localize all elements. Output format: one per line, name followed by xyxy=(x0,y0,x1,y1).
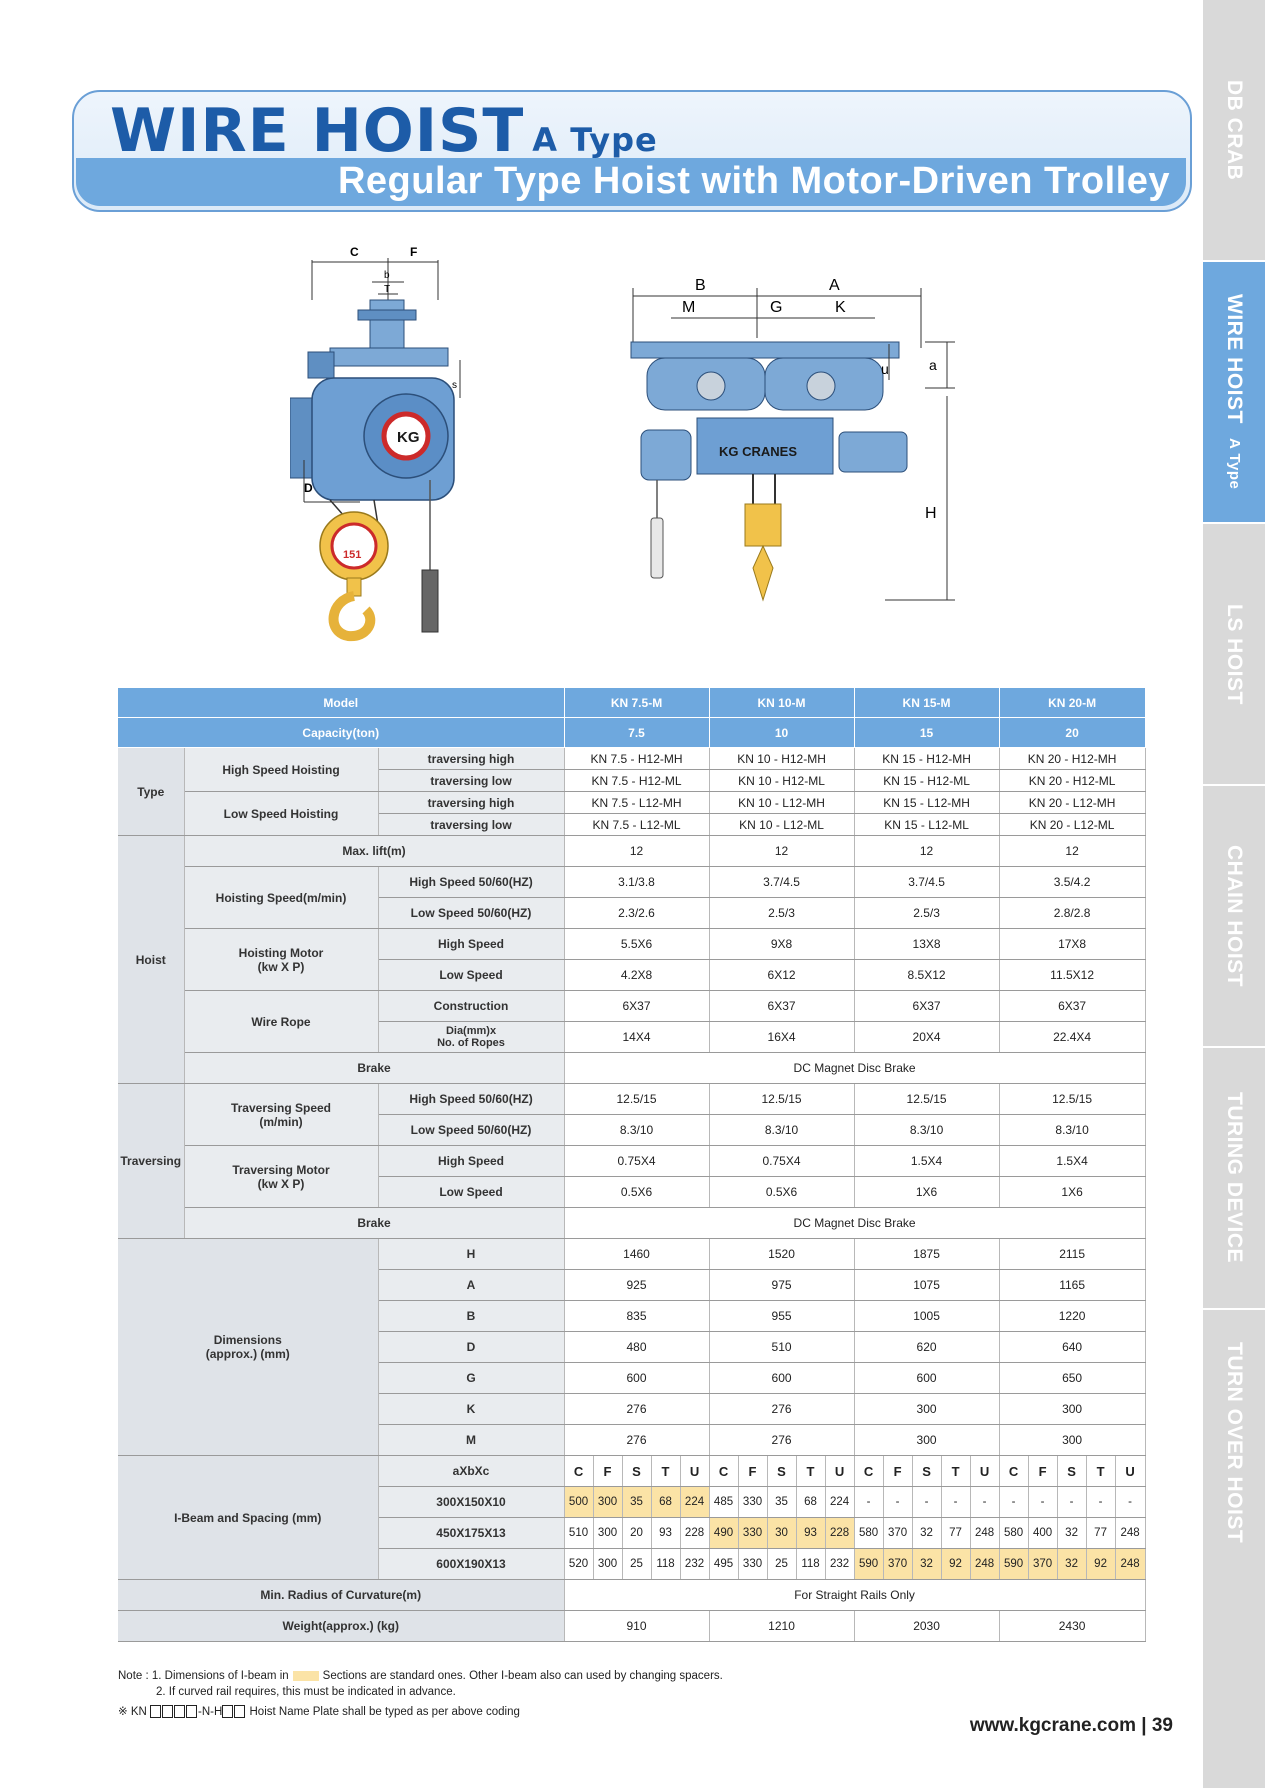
hoisting-motor-high: 9X8 xyxy=(709,929,854,960)
footer-url[interactable]: www.kgcrane.com xyxy=(969,1715,1136,1736)
ibeam-value: 300 xyxy=(593,1487,622,1518)
brand-label: KG CRANES xyxy=(719,444,798,459)
dimension-value: 600 xyxy=(564,1363,709,1394)
ibeam-col-header: U xyxy=(680,1456,709,1487)
traversing-speed-high: 12.5/15 xyxy=(999,1084,1145,1115)
dimension-value: 1005 xyxy=(854,1301,999,1332)
dimension-value: 835 xyxy=(564,1301,709,1332)
ibeam-value: - xyxy=(941,1487,970,1518)
ibeam-col-header: T xyxy=(796,1456,825,1487)
dimension-value: 925 xyxy=(564,1270,709,1301)
ibeam-value: 68 xyxy=(651,1487,680,1518)
dimension-value: 276 xyxy=(564,1394,709,1425)
table-row xyxy=(118,792,1145,814)
traversing-motor-low: 1X6 xyxy=(854,1177,999,1208)
dimension-value: 1075 xyxy=(854,1270,999,1301)
dimension-key: D xyxy=(378,1332,564,1363)
side-tab-ls-hoist[interactable] xyxy=(1203,524,1265,786)
model-name: KN 15-M xyxy=(854,688,999,718)
ibeam-value: 248 xyxy=(970,1518,999,1549)
type-code: KN 15 - H12-MH xyxy=(854,748,999,770)
dimension-value: 620 xyxy=(854,1332,999,1363)
dimension-value: 975 xyxy=(709,1270,854,1301)
dimension-key: H xyxy=(378,1239,564,1270)
dim-label-g: G xyxy=(770,299,783,316)
ibeam-col-header: U xyxy=(825,1456,854,1487)
side-tab-wire-hoist[interactable] xyxy=(1203,262,1265,524)
traversing-motor-high: 1.5X4 xyxy=(999,1146,1145,1177)
dimension-value: 276 xyxy=(709,1394,854,1425)
ibeam-size: 600X190X13 xyxy=(378,1549,564,1580)
ibeam-col-header: F xyxy=(1028,1456,1057,1487)
ibeam-size: 300X150X10 xyxy=(378,1487,564,1518)
page-number: 39 xyxy=(1151,1715,1173,1736)
hoisting-motor-low: 4.2X8 xyxy=(564,960,709,991)
traversing-speed-low: 8.3/10 xyxy=(709,1115,854,1146)
dimension-key: A xyxy=(378,1270,564,1301)
traversing-label: traversing low xyxy=(378,770,564,792)
side-tab-label: TURING DEVICE xyxy=(1223,1092,1246,1264)
ibeam-value: - xyxy=(970,1487,999,1518)
dim-label-h: H xyxy=(925,505,937,522)
dimension-value: 640 xyxy=(999,1332,1145,1363)
traversing-motor-high: 0.75X4 xyxy=(564,1146,709,1177)
ibeam-col-header: T xyxy=(941,1456,970,1487)
type-code: KN 20 - L12-ML xyxy=(999,814,1145,836)
ibeam-value: - xyxy=(912,1487,941,1518)
ibeam-value: 370 xyxy=(1028,1549,1057,1580)
max-lift-value: 12 xyxy=(564,836,709,867)
ibeam-value: - xyxy=(1115,1487,1145,1518)
table-row xyxy=(118,1611,1145,1642)
type-code: KN 20 - H12-MH xyxy=(999,748,1145,770)
high-speed-label: High Speed xyxy=(378,1146,564,1177)
ibeam-value: 35 xyxy=(767,1487,796,1518)
side-tab-db-crab[interactable] xyxy=(1203,0,1265,262)
capacity-value: 10 xyxy=(709,718,854,748)
dimension-value: 276 xyxy=(709,1425,854,1456)
hoisting-motor-low: 11.5X12 xyxy=(999,960,1145,991)
dim-label-a: A xyxy=(829,277,840,294)
dimension-value: 1220 xyxy=(999,1301,1145,1332)
dimension-value: 300 xyxy=(854,1425,999,1456)
dimension-value: 600 xyxy=(854,1363,999,1394)
capacity-value: 15 xyxy=(854,718,999,748)
dim-label-b: b xyxy=(384,270,390,281)
dimension-value: 650 xyxy=(999,1363,1145,1394)
ibeam-value: 510 xyxy=(564,1518,593,1549)
traversing-speed-high: 12.5/15 xyxy=(854,1084,999,1115)
min-radius-label: Min. Radius of Curvature(m) xyxy=(118,1580,564,1611)
page-header xyxy=(72,90,1192,212)
dim-label-u: u xyxy=(881,361,889,377)
ibeam-size: 450X175X13 xyxy=(378,1518,564,1549)
side-tab-label: CHAIN HOIST xyxy=(1223,845,1246,987)
high-speed-hoisting-label: High Speed Hoisting xyxy=(184,748,378,792)
dimension-key: M xyxy=(378,1425,564,1456)
dimension-value: 1520 xyxy=(709,1239,854,1270)
note-3-text-c: Hoist Name Plate shall be typed as per above coding xyxy=(249,1706,520,1718)
low-speed-hz-label: Low Speed 50/60(HZ) xyxy=(378,1115,564,1146)
model-name: KN 20-M xyxy=(999,688,1145,718)
ibeam-col-header: T xyxy=(651,1456,680,1487)
ibeam-col-header: S xyxy=(1057,1456,1086,1487)
ibeam-value: 490 xyxy=(709,1518,738,1549)
dim-label-k: K xyxy=(835,299,846,316)
note-1-text-a: Note : 1. Dimensions of I-beam in xyxy=(118,1670,289,1682)
ibeam-value: 118 xyxy=(651,1549,680,1580)
ibeam-value: 400 xyxy=(1028,1518,1057,1549)
table-row xyxy=(118,1580,1145,1611)
traversing-motor-low: 0.5X6 xyxy=(709,1177,854,1208)
construction-label: Construction xyxy=(378,991,564,1022)
ibeam-value: 495 xyxy=(709,1549,738,1580)
dim-label-b: B xyxy=(695,277,706,294)
wire-rope-label: Wire Rope xyxy=(184,991,378,1053)
hoisting-motor-low: 6X12 xyxy=(709,960,854,991)
low-speed-hoisting-label: Low Speed Hoisting xyxy=(184,792,378,836)
traversing-speed-low: 8.3/10 xyxy=(999,1115,1145,1146)
note-1 xyxy=(118,1668,723,1684)
ibeam-value: - xyxy=(883,1487,912,1518)
ibeam-value: 92 xyxy=(941,1549,970,1580)
dimension-value: 480 xyxy=(564,1332,709,1363)
ibeam-value: - xyxy=(1086,1487,1115,1518)
page-footer: www.kgcrane.com | 39 xyxy=(969,1715,1173,1736)
ibeam-value: 32 xyxy=(912,1549,941,1580)
note-3-text-b: -N-H xyxy=(198,1706,223,1718)
ibeam-col-header: U xyxy=(1115,1456,1145,1487)
ibeam-value: 580 xyxy=(854,1518,883,1549)
dimension-value: 1460 xyxy=(564,1239,709,1270)
ibeam-value: 77 xyxy=(1086,1518,1115,1549)
ibeam-value: 232 xyxy=(680,1549,709,1580)
spec-table xyxy=(118,688,1146,1642)
construction-value: 6X37 xyxy=(564,991,709,1022)
high-speed-label: High Speed xyxy=(378,929,564,960)
dimensions-label: Dimensions (approx.) (mm) xyxy=(118,1239,378,1456)
ibeam-value: 228 xyxy=(680,1518,709,1549)
ibeam-value: 370 xyxy=(883,1549,912,1580)
page-title xyxy=(110,96,658,166)
dim-label-t: T xyxy=(384,284,391,295)
traversing-motor-high: 1.5X4 xyxy=(854,1146,999,1177)
type-code: KN 7.5 - H12-MH xyxy=(564,748,709,770)
ibeam-col-header: F xyxy=(738,1456,767,1487)
weight-value: 2030 xyxy=(854,1611,999,1642)
ibeam-col-header: T xyxy=(1086,1456,1115,1487)
traversing-speed-high: 12.5/15 xyxy=(709,1084,854,1115)
ibeam-value: - xyxy=(1028,1487,1057,1518)
hoisting-motor-high: 13X8 xyxy=(854,929,999,960)
hoisting-speed-low: 2.5/3 xyxy=(709,898,854,929)
dim-label-d: D xyxy=(304,481,313,495)
highlight-swatch xyxy=(293,1671,319,1681)
traversing-label: Traversing xyxy=(118,1084,184,1239)
ibeam-label: I-Beam and Spacing (mm) xyxy=(118,1456,378,1580)
ibeam-value: 32 xyxy=(1057,1549,1086,1580)
ibeam-value: 92 xyxy=(1086,1549,1115,1580)
low-speed-hz-label: Low Speed 50/60(HZ) xyxy=(378,898,564,929)
hoisting-speed-label: Hoisting Speed(m/min) xyxy=(184,867,378,929)
type-code: KN 10 - L12-ML xyxy=(709,814,854,836)
type-code: KN 20 - L12-MH xyxy=(999,792,1145,814)
dim-label-c: C xyxy=(350,245,359,259)
ibeam-value: 77 xyxy=(941,1518,970,1549)
ibeam-value: 20 xyxy=(622,1518,651,1549)
hoisting-speed-high: 3.7/4.5 xyxy=(854,867,999,898)
type-code: KN 7.5 - L12-ML xyxy=(564,814,709,836)
ibeam-col-header: F xyxy=(883,1456,912,1487)
ibeam-value: 330 xyxy=(738,1518,767,1549)
traversing-motor-low: 0.5X6 xyxy=(564,1177,709,1208)
dimension-key: K xyxy=(378,1394,564,1425)
type-code: KN 15 - L12-MH xyxy=(854,792,999,814)
ibeam-col-header: U xyxy=(970,1456,999,1487)
dia-value: 22.4X4 xyxy=(999,1022,1145,1053)
ibeam-value: 30 xyxy=(767,1518,796,1549)
table-row xyxy=(118,1456,1145,1487)
dim-label-a-small: a xyxy=(929,357,937,373)
ibeam-header-key: aXbXc xyxy=(378,1456,564,1487)
ibeam-value: 300 xyxy=(593,1549,622,1580)
ibeam-value: 248 xyxy=(1115,1518,1145,1549)
ibeam-value: 224 xyxy=(680,1487,709,1518)
side-tab-turing-device[interactable] xyxy=(1203,1048,1265,1310)
note-3 xyxy=(118,1704,723,1720)
dimension-value: 276 xyxy=(564,1425,709,1456)
hoisting-speed-low: 2.5/3 xyxy=(854,898,999,929)
ibeam-col-header: S xyxy=(767,1456,796,1487)
model-header: Model xyxy=(118,688,564,718)
ibeam-value: 248 xyxy=(970,1549,999,1580)
type-code: KN 15 - H12-ML xyxy=(854,770,999,792)
table-row xyxy=(118,688,1145,718)
construction-value: 6X37 xyxy=(709,991,854,1022)
ibeam-value: 25 xyxy=(622,1549,651,1580)
ibeam-value: 68 xyxy=(796,1487,825,1518)
type-code: KN 10 - L12-MH xyxy=(709,792,854,814)
ibeam-col-header: C xyxy=(709,1456,738,1487)
ibeam-value: 32 xyxy=(912,1518,941,1549)
ibeam-value: 330 xyxy=(738,1549,767,1580)
hoist-side-view-drawing xyxy=(290,240,490,660)
ibeam-col-header: C xyxy=(854,1456,883,1487)
hoisting-motor-low: 8.5X12 xyxy=(854,960,999,991)
note-1-text-b: Sections are standard ones. Other I-beam also can used by changing spacers. xyxy=(322,1670,723,1682)
side-tab-turn-over-hoist[interactable] xyxy=(1203,1310,1265,1790)
hoisting-speed-high: 3.7/4.5 xyxy=(709,867,854,898)
max-lift-label: Max. lift(m) xyxy=(184,836,564,867)
dimension-value: 300 xyxy=(999,1425,1145,1456)
low-speed-label: Low Speed xyxy=(378,1177,564,1208)
side-tab-label: LS HOIST xyxy=(1223,603,1246,705)
ibeam-value: 590 xyxy=(999,1549,1028,1580)
dimension-key: G xyxy=(378,1363,564,1394)
dimension-value: 300 xyxy=(999,1394,1145,1425)
ibeam-value: 32 xyxy=(1057,1518,1086,1549)
notes xyxy=(118,1668,723,1720)
max-lift-value: 12 xyxy=(854,836,999,867)
page-subtitle: Regular Type Hoist with Motor-Driven Trolley xyxy=(337,160,1170,202)
ibeam-value: 300 xyxy=(593,1518,622,1549)
table-row xyxy=(118,1239,1145,1270)
ibeam-value: - xyxy=(1057,1487,1086,1518)
traversing-label: traversing low xyxy=(378,814,564,836)
table-row xyxy=(118,991,1145,1022)
spec-table-body xyxy=(118,688,1145,1642)
type-code: KN 7.5 - H12-ML xyxy=(564,770,709,792)
dimension-value: 2115 xyxy=(999,1239,1145,1270)
brake-label: Brake xyxy=(184,1053,564,1084)
dimension-key: B xyxy=(378,1301,564,1332)
type-code: KN 20 - H12-ML xyxy=(999,770,1145,792)
dia-value: 16X4 xyxy=(709,1022,854,1053)
model-name: KN 10-M xyxy=(709,688,854,718)
ibeam-value: 118 xyxy=(796,1549,825,1580)
hoisting-motor-high: 17X8 xyxy=(999,929,1145,960)
low-speed-label: Low Speed xyxy=(378,960,564,991)
note-3-text-a: ※ KN xyxy=(118,1706,147,1718)
high-speed-hz-label: High Speed 50/60(HZ) xyxy=(378,1084,564,1115)
type-code: KN 7.5 - L12-MH xyxy=(564,792,709,814)
type-code: KN 10 - H12-ML xyxy=(709,770,854,792)
type-label: Type xyxy=(118,748,184,836)
ibeam-col-header: C xyxy=(999,1456,1028,1487)
hoisting-motor-high: 5.5X6 xyxy=(564,929,709,960)
dimension-value: 955 xyxy=(709,1301,854,1332)
traversing-speed-high: 12.5/15 xyxy=(564,1084,709,1115)
ibeam-col-header: C xyxy=(564,1456,593,1487)
table-row xyxy=(118,929,1145,960)
ibeam-value: 580 xyxy=(999,1518,1028,1549)
traversing-label: traversing high xyxy=(378,792,564,814)
side-tab-chain-hoist[interactable] xyxy=(1203,786,1265,1048)
table-row xyxy=(118,748,1145,770)
table-row xyxy=(118,836,1145,867)
dia-value: 20X4 xyxy=(854,1022,999,1053)
traversing-speed-low: 8.3/10 xyxy=(564,1115,709,1146)
ibeam-value: 232 xyxy=(825,1549,854,1580)
model-name: KN 7.5-M xyxy=(564,688,709,718)
brake-value: DC Magnet Disc Brake xyxy=(564,1208,1145,1239)
ibeam-value: 500 xyxy=(564,1487,593,1518)
construction-value: 6X37 xyxy=(999,991,1145,1022)
ibeam-value: 330 xyxy=(738,1487,767,1518)
capacity-value: 20 xyxy=(999,718,1145,748)
traversing-label: traversing high xyxy=(378,748,564,770)
weight-value: 1210 xyxy=(709,1611,854,1642)
weight-label: Weight(approx.) (kg) xyxy=(118,1611,564,1642)
dia-value: 14X4 xyxy=(564,1022,709,1053)
type-code: KN 15 - L12-ML xyxy=(854,814,999,836)
max-lift-value: 12 xyxy=(709,836,854,867)
traversing-motor-label: Traversing Motor (kw X P) xyxy=(184,1146,378,1208)
dia-label: Dia(mm)x No. of Ropes xyxy=(378,1022,564,1053)
side-tab-label: WIRE HOIST xyxy=(1223,294,1246,425)
ibeam-value: - xyxy=(999,1487,1028,1518)
ibeam-col-header: F xyxy=(593,1456,622,1487)
ibeam-value: 590 xyxy=(854,1549,883,1580)
dimension-value: 1165 xyxy=(999,1270,1145,1301)
ibeam-value: - xyxy=(854,1487,883,1518)
ibeam-value: 224 xyxy=(825,1487,854,1518)
ibeam-value: 228 xyxy=(825,1518,854,1549)
logo-text: KG xyxy=(397,429,420,446)
min-radius-value: For Straight Rails Only xyxy=(564,1580,1145,1611)
hoisting-speed-high: 3.5/4.2 xyxy=(999,867,1145,898)
dimension-value: 300 xyxy=(854,1394,999,1425)
traversing-speed-label: Traversing Speed (m/min) xyxy=(184,1084,378,1146)
brake-value: DC Magnet Disc Brake xyxy=(564,1053,1145,1084)
hoisting-speed-low: 2.3/2.6 xyxy=(564,898,709,929)
side-tab-label: DB CRAB xyxy=(1223,79,1246,181)
ibeam-value: 485 xyxy=(709,1487,738,1518)
traversing-speed-low: 8.3/10 xyxy=(854,1115,999,1146)
type-code: KN 10 - H12-MH xyxy=(709,748,854,770)
hoisting-motor-label: Hoisting Motor (kw X P) xyxy=(184,929,378,991)
weight-value: 910 xyxy=(564,1611,709,1642)
note-2: 2. If curved rail requires, this must be indicated in advance. xyxy=(156,1686,456,1698)
capacity-value: 7.5 xyxy=(564,718,709,748)
ibeam-value: 248 xyxy=(1115,1549,1145,1580)
traversing-motor-low: 1X6 xyxy=(999,1177,1145,1208)
max-lift-value: 12 xyxy=(999,836,1145,867)
capacity-header: Capacity(ton) xyxy=(118,718,564,748)
dimension-value: 510 xyxy=(709,1332,854,1363)
table-row xyxy=(118,1146,1145,1177)
table-row xyxy=(118,718,1145,748)
ibeam-value: 93 xyxy=(796,1518,825,1549)
ibeam-value: 35 xyxy=(622,1487,651,1518)
table-row xyxy=(118,1208,1145,1239)
ibeam-value: 93 xyxy=(651,1518,680,1549)
ibeam-value: 520 xyxy=(564,1549,593,1580)
high-speed-hz-label: High Speed 50/60(HZ) xyxy=(378,867,564,898)
side-tab-suffix: A Type xyxy=(1226,438,1243,490)
dim-label-s: s xyxy=(452,380,457,391)
title-main: WIRE HOIST xyxy=(110,96,525,166)
hoist-label: Hoist xyxy=(118,836,184,1084)
dim-label-m: M xyxy=(682,299,696,316)
dimension-value: 1875 xyxy=(854,1239,999,1270)
ibeam-value: 370 xyxy=(883,1518,912,1549)
traversing-motor-high: 0.75X4 xyxy=(709,1146,854,1177)
dim-label-f: F xyxy=(410,245,418,259)
table-row xyxy=(118,1084,1145,1115)
table-row xyxy=(118,867,1145,898)
side-tab-active-label xyxy=(1222,294,1246,490)
ibeam-col-header: S xyxy=(622,1456,651,1487)
table-row xyxy=(118,1053,1145,1084)
ibeam-col-header: S xyxy=(912,1456,941,1487)
ibeam-value: 25 xyxy=(767,1549,796,1580)
side-tab-label: TURN OVER HOIST xyxy=(1223,1342,1246,1544)
title-suffix: A Type xyxy=(532,121,658,159)
weight-value: 2430 xyxy=(999,1611,1145,1642)
hoist-front-view-drawing xyxy=(625,268,960,628)
construction-value: 6X37 xyxy=(854,991,999,1022)
hoisting-speed-high: 3.1/3.8 xyxy=(564,867,709,898)
brake-label: Brake xyxy=(184,1208,564,1239)
dimension-value: 600 xyxy=(709,1363,854,1394)
hoisting-speed-low: 2.8/2.8 xyxy=(999,898,1145,929)
side-navigation xyxy=(1203,0,1265,1790)
capacity-plate: 151 xyxy=(343,549,362,561)
